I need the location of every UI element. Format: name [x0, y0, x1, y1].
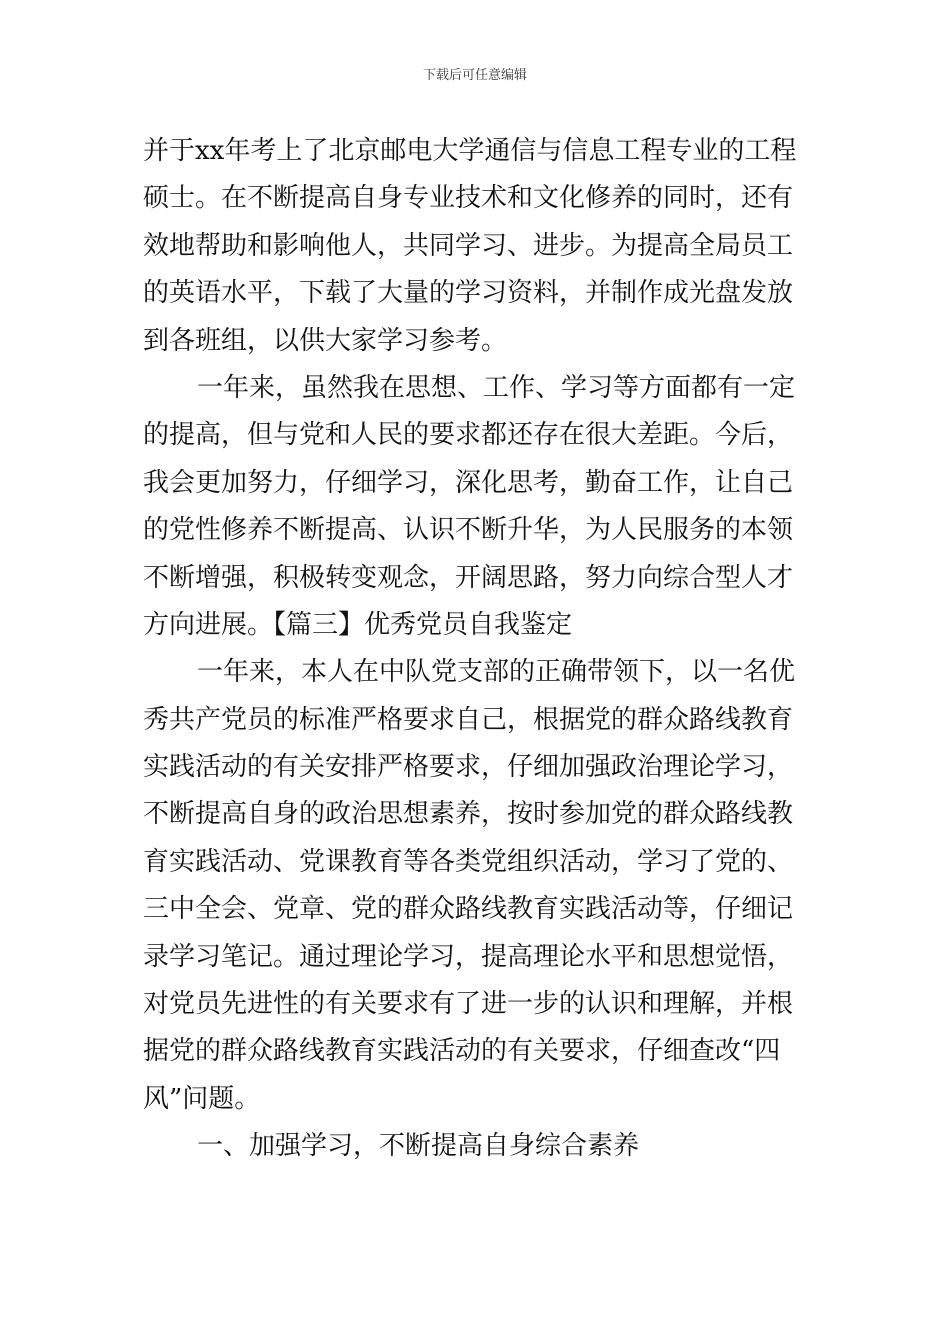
text-line: 不断提高自身的政治思想素养，按时参加党的群众路线教: [143, 799, 794, 830]
paragraph-start-line: 一年来，本人在中队党支部的正确带领下，以一名优: [197, 657, 796, 688]
text-line: 的党性修养不断提高、认识不断升华，为人民服务的本领: [143, 515, 794, 546]
text-line: 秀共产党员的标准严格要求自己，根据党的群众路线教育: [143, 704, 794, 735]
text-line: 育实践活动、党课教育等各类党组织活动，学习了党的、: [143, 846, 794, 877]
text-line: 录学习笔记。通过理论学习，提高理论水平和思想觉悟，: [143, 941, 794, 972]
paragraph-start-line: 一年来，虽然我在思想、工作、学习等方面都有一定: [197, 372, 796, 403]
text-line: 风”问题。: [143, 1083, 261, 1114]
document-body: [143, 128, 808, 1171]
text-line: 到各班组，以供大家学习参考。: [143, 325, 508, 356]
text-line: 的提高，但与党和人民的要求都还存在很大差距。今后，: [143, 420, 794, 451]
text-line: 三中全会、党章、党的群众路线教育实践活动等，仔细记: [143, 894, 794, 925]
text-line: 效地帮助和影响他人，共同学习、进步。为提高全局员工: [143, 230, 794, 261]
text-line: 不断增强，积极转变观念，开阔思路，努力向综合型人才: [143, 562, 794, 593]
text-line: 方向进展。【篇三】优秀党员自我鉴定: [143, 609, 573, 640]
text-line: 并于xx年考上了北京邮电大学通信与信息工程专业的工程: [143, 136, 797, 166]
page-header: 下载后可任意编辑: [422, 68, 527, 83]
text-line: 对党员先进性的有关要求有了进一步的认识和理解，并根: [143, 989, 794, 1020]
text-line: 实践活动的有关安排严格要求，仔细加强政治理论学习，: [143, 752, 794, 783]
text-line: 的英语水平，下载了大量的学习资料，并制作成光盘发放: [143, 278, 794, 309]
text-line: 据党的群众路线教育实践活动的有关要求，仔细查改“四: [143, 1036, 781, 1067]
section-heading-line: 一、加强学习，不断提高自身综合素养: [197, 1131, 640, 1162]
text-line: 硕士。在不断提高自身专业技术和文化修养的同时，还有: [143, 183, 794, 214]
text-line: 我会更加努力，仔细学习，深化思考，勤奋工作，让自己: [143, 467, 794, 498]
